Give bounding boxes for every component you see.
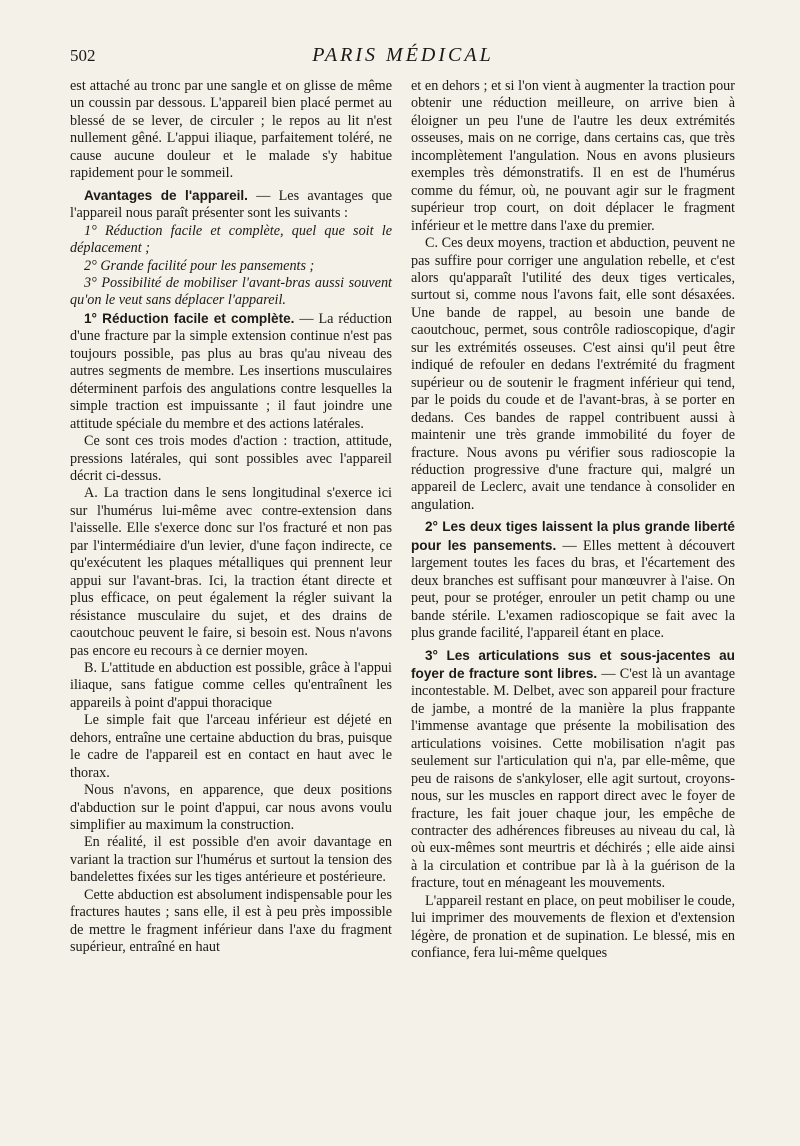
section-heading: 3° Les articulations sus et sous-jacentes au foyer de fracture sont libres. (411, 647, 735, 681)
paragraph: B. L'attitude en abduction est possible, grâce à l'appui iliaque, sans fatigue comme celles qu'entraînent les appareils à point d'appui thoracique (70, 659, 392, 711)
paragraph-tiges (411, 518, 735, 642)
section-heading: 2° Les deux tiges laissent la plus grande liberté pour les pansements. (411, 519, 735, 553)
paragraph: En réalité, il est possible d'en avoir davantage en variant la traction sur l'humérus et surtout la tension des bandelettes fixées sur les tiges antérieure et postérieure. (70, 834, 392, 886)
paragraph: Cette abduction est absolument indispensable pour les fractures hautes ; sans elle, il est à peu près impossible de mettre le fragment inférieur dans l'axe du fragment supérieur, entraîné en haut (70, 886, 392, 956)
paragraph-text: — C'est là un avantage incontestable. M. Delbet, avec son appareil pour fracture de jambe, a montré de la manière la plus frappante l'immense avantage que présente la mobilisation des articulations voisines. Cette mobilisation n'agit pas seulement sur l'articulation qui n'a, par elle-même, que peu de raisons de s'ankyloser, elle agit surtout, croyons-nous, sur les muscles en rapport direct avec le foyer de fracture, les fait jouer chaque jour, les empêche de contracter des adhérences fibreuses au niveau du cal, là où eux-mêmes sont meurtris et déchirés ; elle aide ainsi à la circulation et contribue par là à la guérison de la fracture, tout en ménageant les mouvements. (411, 665, 735, 892)
advantages-list (70, 223, 392, 310)
list-item: 1° Réduction facile et complète, quel que soit le déplacement ; (70, 222, 392, 257)
list-item: 2° Grande facilité pour les pansements ; (84, 257, 315, 274)
paragraph: L'appareil restant en place, on peut mobiliser le coude, lui imprimer des mouvements de flexion et d'extension légère, de pronation et de supination. Le blessé, mis en confiance, fera lui-même quelques (411, 892, 735, 962)
paragraph: est attaché au tronc par une sangle et on glisse de même un coussin par dessous. L'appareil bien placé permet au blessé de se lever, de circuler ; le repos au lit n'est nullement gêné. L'appui iliaque, parfaitement toléré, ne cause aucune douleur et le malade s'y habitue rapidement pour le sommeil. (70, 78, 392, 182)
paragraph-text: — Elles mettent à découvert largement toutes les faces du bras, et l'écartement des deux branches est suffisant pour manœuvrer à l'aise. On peut, pour se protéger, enrouler un petit champ ou une bande stérile. L'examen radioscopique se fait avec la plus grande facilité, l'appareil étant en place. (411, 537, 735, 642)
paragraph-articulations (411, 647, 735, 893)
paragraph-text: — Les avantages que l'appareil nous paraît présenter sont les suivants : (70, 187, 392, 222)
section-heading: Avantages de l'appareil. (84, 187, 248, 203)
running-title: PARIS MÉDICAL (312, 44, 494, 66)
paragraph-text: — La réduction d'une fracture par la simple extension continue n'est pas toujours possible, pas plus au bras qu'au niveau des autres segments de membre. Les insertions musculaires déterminent parfois des angulations contre lesquelles la simple traction est impuissante ; il faut joindre une attitude spéciale du membre et des actions latérales. (70, 310, 392, 432)
right-column (411, 78, 735, 963)
list-item: 3° Possibilité de mobiliser l'avant-bras aussi souvent qu'on le veut sans déplacer l'appareil. (70, 274, 392, 309)
paragraph-avantages (70, 187, 392, 223)
page-header (70, 44, 736, 74)
paragraph-reduction (70, 310, 392, 433)
paragraph: C. Ces deux moyens, traction et abduction, peuvent ne pas suffire pour corriger une angulation rebelle, et c'est alors qu'apparaît l'utilité des deux tiges verticales, surtout si, comme nous l'avons fait, elle sont désaxées. Une bande de rappel, au besoin une bande de caoutchouc, permet, sous contrôle radioscopique, d'agir sur les extrémités osseuses. C'est ainsi qu'il peut être indiqué de refouler en dedans l'extrémité du fragment supérieur ou de soutenir le fragment inférieur qui tend, par le poids du coude et de l'avant-bras, à se porter en dedans. Ces bandes de rappel contribuent aussi à maintenir une très grande immobilité du foyer de fracture. Nous avons pu vérifier sous radioscopie la réduction progressive d'une fracture qui, malgré un appareil de Leclerc, avait une tendance à consolider en angulation. (411, 235, 735, 513)
paragraph: A. La traction dans le sens longitudinal s'exerce ici sur l'humérus lui-même avec contre-extension dans l'aisselle. Elle s'exerce donc sur l'os fracturé et non pas par l'intermédiaire d'un levier, d'une façon indirecte, ce qu'exécutent les plaques métalliques qui prennent leur appui sur l'avant-bras. Ici, la traction étant directe et plus efficace, on peut également la régler suivant la résistance musculaire du sujet, et des drains de caoutchouc peuvent le faire, si besoin est. Nous n'avons pas encore eu recours à ce dernier moyen. (70, 485, 392, 659)
paragraph: Le simple fait que l'arceau inférieur est déjeté en dehors, entraîne une certaine abduction du bras, puisque le cadre de l'appareil est en contact en haut avec le thorax. (70, 712, 392, 781)
section-heading: 1° Réduction facile et complète. (84, 310, 295, 326)
paragraph: Nous n'avons, en apparence, que deux positions d'abduction sur le point d'appui, car nous avons voulu simplifier au maximum la construction. (70, 782, 392, 834)
paragraph: Ce sont ces trois modes d'action : traction, attitude, pressions latérales, qui sont possibles avec l'appareil décrit ci-dessus. (70, 433, 392, 484)
paragraph: et en dehors ; et si l'on vient à augmenter la traction pour obtenir une réduction meilleure, on arrive bien à éloigner un peu l'une de l'autre les deux extrémités osseuses, mais on ne corrige, dans certains cas, que très incomplètement l'angulation. Nous en avons plusieurs exemples très démonstratifs. Il en est de l'humérus comme du fémur, où, ne pouvant agir sur le fragment supérieur trop court, on doit déplacer le fragment inférieur et le mettre dans l'axe du premier. (411, 78, 735, 234)
left-column (70, 78, 392, 957)
page-number: 502 (70, 46, 96, 65)
